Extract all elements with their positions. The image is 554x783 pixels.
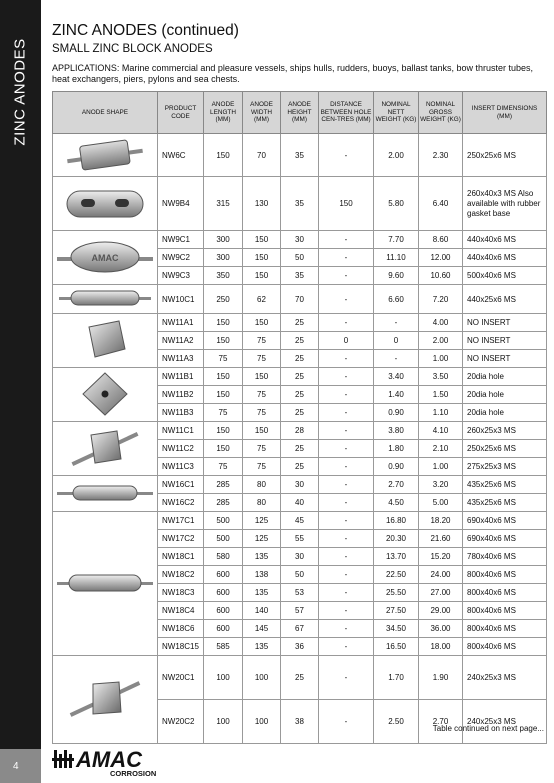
header-hole-distance: DISTANCE BETWEEN HOLE CEN-TRES (MM)	[319, 92, 374, 134]
cell-product-code: NW18C3	[158, 584, 204, 602]
cell-height: 28	[281, 422, 319, 440]
cell-width: 145	[243, 620, 281, 638]
cell-height: 25	[281, 350, 319, 368]
cell-height: 25	[281, 656, 319, 700]
anode-shape-cell	[53, 476, 158, 512]
cell-height: 57	[281, 602, 319, 620]
cell-gross-weight: 6.40	[419, 177, 463, 231]
table-row	[53, 231, 547, 249]
cell-insert: 20dia hole	[463, 404, 547, 422]
cell-nett-weight: 3.40	[374, 368, 419, 386]
cell-length: 500	[204, 512, 243, 530]
cell-product-code: NW9B4	[158, 177, 204, 231]
cell-width: 140	[243, 602, 281, 620]
page-subtitle: SMALL ZINC BLOCK ANODES	[52, 43, 213, 55]
cell-width: 130	[243, 177, 281, 231]
cell-width: 100	[243, 656, 281, 700]
cell-length: 600	[204, 566, 243, 584]
cell-insert: 20dia hole	[463, 386, 547, 404]
cell-length: 100	[204, 700, 243, 744]
square-holed-anode-icon	[77, 412, 133, 421]
cell-nett-weight: 16.50	[374, 638, 419, 656]
cell-width: 75	[243, 332, 281, 350]
cell-width: 80	[243, 476, 281, 494]
anode-shape-cell	[53, 512, 158, 656]
cell-gross-weight: 36.00	[419, 620, 463, 638]
cell-length: 580	[204, 548, 243, 566]
cell-gross-weight: 24.00	[419, 566, 463, 584]
cell-width: 150	[243, 368, 281, 386]
cell-nett-weight: -	[374, 314, 419, 332]
anode-shape-cell	[53, 285, 158, 314]
cell-product-code: NW18C6	[158, 620, 204, 638]
cell-length: 350	[204, 267, 243, 285]
cell-height: 50	[281, 566, 319, 584]
cell-hole-distance: -	[319, 548, 374, 566]
cell-height: 25	[281, 386, 319, 404]
cell-gross-weight: 1.00	[419, 350, 463, 368]
anode-table	[52, 91, 547, 744]
table-continued-note: Table continued on next page...	[432, 724, 544, 733]
cell-gross-weight: 1.50	[419, 386, 463, 404]
cell-product-code: NW11C3	[158, 458, 204, 476]
square-strap-anode-icon	[65, 466, 145, 475]
cell-gross-weight: 7.20	[419, 285, 463, 314]
cell-nett-weight: 9.60	[374, 267, 419, 285]
amac-logo-icon	[52, 742, 172, 778]
cell-hole-distance: -	[319, 512, 374, 530]
cell-hole-distance: -	[319, 267, 374, 285]
cell-hole-distance: -	[319, 386, 374, 404]
cell-gross-weight: 15.20	[419, 548, 463, 566]
square-stud-anode-icon	[63, 719, 147, 728]
cell-nett-weight: 3.80	[374, 422, 419, 440]
cell-nett-weight: 7.70	[374, 231, 419, 249]
cell-product-code: NW11C1	[158, 422, 204, 440]
sidebar-label: ZINC ANODES	[11, 38, 29, 146]
cell-insert: 250x25x6 MS	[463, 134, 547, 177]
anode-shape-cell	[53, 656, 158, 744]
cell-nett-weight: 34.50	[374, 620, 419, 638]
cell-height: 50	[281, 249, 319, 267]
cell-insert: 800x40x6 MS	[463, 584, 547, 602]
cell-insert: 800x40x6 MS	[463, 620, 547, 638]
cell-length: 150	[204, 134, 243, 177]
cell-product-code: NW18C15	[158, 638, 204, 656]
cell-gross-weight: 3.50	[419, 368, 463, 386]
cell-hole-distance: -	[319, 700, 374, 744]
page-number: 4	[13, 761, 19, 772]
cell-insert: 240x25x3 MS	[463, 656, 547, 700]
cell-width: 125	[243, 512, 281, 530]
cell-height: 36	[281, 638, 319, 656]
header-product-code: PRODUCT CODE	[158, 92, 204, 134]
rounded-bar-anode-icon	[55, 498, 155, 507]
oval-strap-anode-icon	[55, 252, 155, 281]
table-row	[53, 422, 547, 440]
cell-product-code: NW9C1	[158, 231, 204, 249]
cell-nett-weight: 1.70	[374, 656, 419, 700]
cell-insert: 435x25x6 MS	[463, 494, 547, 512]
cell-insert: 440x40x6 MS	[463, 249, 547, 267]
header-insert-dimensions: INSERT DIMENSIONS (MM)	[463, 92, 547, 134]
anode-shape-cell	[53, 134, 158, 177]
cell-hole-distance: -	[319, 314, 374, 332]
cell-height: 70	[281, 285, 319, 314]
cell-insert: NO INSERT	[463, 350, 547, 368]
page-title: ZINC ANODES (continued)	[52, 22, 239, 39]
cell-gross-weight: 2.10	[419, 440, 463, 458]
table-row	[53, 134, 547, 177]
cell-hole-distance: -	[319, 620, 374, 638]
cell-product-code: NW11B1	[158, 368, 204, 386]
anode-shape-cell	[53, 368, 158, 422]
cell-width: 70	[243, 134, 281, 177]
cell-product-code: NW20C2	[158, 700, 204, 744]
cell-height: 25	[281, 332, 319, 350]
cell-hole-distance: -	[319, 530, 374, 548]
cell-product-code: NW18C1	[158, 548, 204, 566]
cell-length: 150	[204, 440, 243, 458]
cell-width: 75	[243, 386, 281, 404]
cell-insert: 435x25x6 MS	[463, 476, 547, 494]
slim-bar-anode-icon	[55, 304, 155, 313]
header-anode-length: ANODE LENGTH (MM)	[204, 92, 243, 134]
cell-width: 75	[243, 440, 281, 458]
cell-hole-distance: -	[319, 285, 374, 314]
cell-width: 138	[243, 566, 281, 584]
table-row	[53, 285, 547, 314]
cell-insert: 260x40x3 MS Also available with rubber gasket base	[463, 177, 547, 231]
cell-product-code: NW9C3	[158, 267, 204, 285]
cell-length: 600	[204, 602, 243, 620]
long-bar-anode-icon	[55, 589, 155, 598]
cell-nett-weight: 6.60	[374, 285, 419, 314]
cell-length: 75	[204, 404, 243, 422]
cell-hole-distance: -	[319, 476, 374, 494]
cell-height: 25	[281, 458, 319, 476]
cell-insert: NO INSERT	[463, 332, 547, 350]
cell-gross-weight: 1.10	[419, 404, 463, 422]
cell-length: 100	[204, 656, 243, 700]
cell-product-code: NW16C1	[158, 476, 204, 494]
table-row	[53, 368, 547, 386]
cell-nett-weight: 0.90	[374, 458, 419, 476]
cell-length: 150	[204, 386, 243, 404]
cell-product-code: NW10C1	[158, 285, 204, 314]
cell-width: 125	[243, 530, 281, 548]
cell-length: 285	[204, 494, 243, 512]
rectangular-block-anode-icon	[57, 167, 153, 176]
amac-logo	[52, 742, 172, 778]
table-row	[53, 512, 547, 530]
cell-product-code: NW11B3	[158, 404, 204, 422]
cell-length: 250	[204, 285, 243, 314]
cell-height: 35	[281, 134, 319, 177]
cell-width: 100	[243, 700, 281, 744]
cell-insert: 800x40x6 MS	[463, 566, 547, 584]
cell-product-code: NW9C2	[158, 249, 204, 267]
cell-width: 135	[243, 638, 281, 656]
cell-length: 600	[204, 620, 243, 638]
cell-nett-weight: 2.00	[374, 134, 419, 177]
anode-shape-cell	[53, 314, 158, 368]
applications-text: APPLICATIONS: Marine commercial and pleasure vessels, ships hulls, rudders, buoys, ballast tanks, bow thruster tubes, heat exchangers, piers, pylons and sea chests.	[52, 63, 534, 84]
cell-width: 150	[243, 267, 281, 285]
cell-nett-weight: 11.10	[374, 249, 419, 267]
cell-nett-weight: 27.50	[374, 602, 419, 620]
cell-insert: 275x25x3 MS	[463, 458, 547, 476]
cell-nett-weight: 0.90	[374, 404, 419, 422]
cell-product-code: NW6C	[158, 134, 204, 177]
cell-length: 285	[204, 476, 243, 494]
cell-hole-distance: -	[319, 602, 374, 620]
cell-height: 55	[281, 530, 319, 548]
cell-length: 75	[204, 458, 243, 476]
cell-insert: 780x40x6 MS	[463, 548, 547, 566]
cell-product-code: NW18C4	[158, 602, 204, 620]
cell-hole-distance: -	[319, 440, 374, 458]
cell-product-code: NW16C2	[158, 494, 204, 512]
header-gross-weight: NOMINAL GROSS WEIGHT (KG)	[419, 92, 463, 134]
cell-height: 53	[281, 584, 319, 602]
cell-height: 25	[281, 368, 319, 386]
svg-text:AMAC: AMAC	[76, 747, 142, 772]
cell-length: 150	[204, 332, 243, 350]
cell-height: 25	[281, 440, 319, 458]
cell-length: 150	[204, 422, 243, 440]
cell-width: 75	[243, 404, 281, 422]
cell-height: 30	[281, 548, 319, 566]
cell-hole-distance: -	[319, 249, 374, 267]
cell-height: 25	[281, 404, 319, 422]
cell-product-code: NW11A2	[158, 332, 204, 350]
square-block-anode-icon	[75, 358, 135, 367]
cell-width: 150	[243, 231, 281, 249]
cell-nett-weight: 1.80	[374, 440, 419, 458]
cell-product-code: NW17C2	[158, 530, 204, 548]
cell-width: 150	[243, 249, 281, 267]
cell-product-code: NW11A1	[158, 314, 204, 332]
cell-gross-weight: 10.60	[419, 267, 463, 285]
cell-gross-weight: 27.00	[419, 584, 463, 602]
cell-product-code: NW18C2	[158, 566, 204, 584]
cell-width: 150	[243, 422, 281, 440]
cell-gross-weight: 21.60	[419, 530, 463, 548]
cell-gross-weight: 18.20	[419, 512, 463, 530]
cell-length: 500	[204, 530, 243, 548]
cell-hole-distance: 0	[319, 332, 374, 350]
cell-height: 30	[281, 476, 319, 494]
cell-gross-weight: 8.60	[419, 231, 463, 249]
cell-insert: NO INSERT	[463, 314, 547, 332]
cell-nett-weight: 0	[374, 332, 419, 350]
cell-height: 35	[281, 267, 319, 285]
cell-gross-weight: 5.00	[419, 494, 463, 512]
cell-nett-weight: 20.30	[374, 530, 419, 548]
cell-nett-weight: 16.80	[374, 512, 419, 530]
cell-gross-weight: 2.00	[419, 332, 463, 350]
cell-gross-weight: 2.30	[419, 134, 463, 177]
page-number-box	[0, 749, 41, 783]
cell-nett-weight: 22.50	[374, 566, 419, 584]
table-row	[53, 476, 547, 494]
table-row	[53, 314, 547, 332]
cell-length: 300	[204, 231, 243, 249]
cell-product-code: NW11B2	[158, 386, 204, 404]
cell-product-code: NW20C1	[158, 656, 204, 700]
cell-insert: 800x40x6 MS	[463, 602, 547, 620]
cell-hole-distance: -	[319, 231, 374, 249]
cell-insert: 500x40x6 MS	[463, 267, 547, 285]
cell-width: 75	[243, 350, 281, 368]
cell-hole-distance: -	[319, 404, 374, 422]
anode-shape-cell	[53, 177, 158, 231]
cell-insert: 800x40x6 MS	[463, 638, 547, 656]
table-row	[53, 177, 547, 231]
cell-gross-weight: 2.70	[419, 700, 463, 744]
cell-length: 300	[204, 249, 243, 267]
cell-width: 75	[243, 458, 281, 476]
header-nett-weight: NOMINAL NETT WEIGHT (KG)	[374, 92, 419, 134]
cell-hole-distance: -	[319, 566, 374, 584]
cell-height: 35	[281, 177, 319, 231]
table-row	[53, 656, 547, 700]
cell-nett-weight: 25.50	[374, 584, 419, 602]
cell-width: 80	[243, 494, 281, 512]
cell-nett-weight: 4.50	[374, 494, 419, 512]
cell-product-code: NW11C2	[158, 440, 204, 458]
cell-nett-weight: 2.50	[374, 700, 419, 744]
cell-hole-distance: -	[319, 134, 374, 177]
cell-hole-distance: -	[319, 422, 374, 440]
cell-width: 62	[243, 285, 281, 314]
cell-hole-distance: -	[319, 368, 374, 386]
cell-nett-weight: 5.80	[374, 177, 419, 231]
cell-width: 135	[243, 548, 281, 566]
header-anode-shape: ANODE SHAPE	[53, 92, 158, 134]
cell-gross-weight: 3.20	[419, 476, 463, 494]
cell-hole-distance: 150	[319, 177, 374, 231]
cell-hole-distance: -	[319, 458, 374, 476]
cell-insert: 690x40x6 MS	[463, 530, 547, 548]
cell-gross-weight: 29.00	[419, 602, 463, 620]
header-anode-width: ANODE WIDTH (MM)	[243, 92, 281, 134]
cell-product-code: NW17C1	[158, 512, 204, 530]
cell-insert: 690x40x6 MS	[463, 512, 547, 530]
cell-width: 135	[243, 584, 281, 602]
cell-gross-weight: 1.00	[419, 458, 463, 476]
cell-insert: 440x40x6 MS	[463, 231, 547, 249]
cell-insert: 20dia hole	[463, 368, 547, 386]
sidebar	[0, 0, 41, 783]
table-header-row	[53, 92, 547, 134]
cell-width: 150	[243, 314, 281, 332]
cell-hole-distance: -	[319, 584, 374, 602]
cell-height: 38	[281, 700, 319, 744]
svg-text:CORROSION: CORROSION	[110, 769, 157, 778]
cell-hole-distance: -	[319, 350, 374, 368]
cell-hole-distance: -	[319, 494, 374, 512]
cell-insert: 250x25x6 MS	[463, 440, 547, 458]
cell-nett-weight: -	[374, 350, 419, 368]
cell-nett-weight: 1.40	[374, 386, 419, 404]
cell-hole-distance: -	[319, 638, 374, 656]
cell-gross-weight: 12.00	[419, 249, 463, 267]
header-anode-height: ANODE HEIGHT (MM)	[281, 92, 319, 134]
cell-gross-weight: 1.90	[419, 656, 463, 700]
cell-height: 30	[281, 231, 319, 249]
cell-nett-weight: 13.70	[374, 548, 419, 566]
cell-gross-weight: 18.00	[419, 638, 463, 656]
cell-nett-weight: 2.70	[374, 476, 419, 494]
cell-length: 150	[204, 314, 243, 332]
cell-length: 600	[204, 584, 243, 602]
cell-height: 45	[281, 512, 319, 530]
cell-height: 67	[281, 620, 319, 638]
cell-length: 75	[204, 350, 243, 368]
cell-length: 315	[204, 177, 243, 231]
cell-length: 585	[204, 638, 243, 656]
cell-gross-weight: 4.00	[419, 314, 463, 332]
anode-shape-cell	[53, 422, 158, 476]
svg-text:AMAC: AMAC	[91, 252, 119, 263]
cell-height: 40	[281, 494, 319, 512]
cell-product-code: NW11A3	[158, 350, 204, 368]
cell-insert: 440x25x6 MS	[463, 285, 547, 314]
anode-shape-cell	[53, 231, 158, 285]
cell-height: 25	[281, 314, 319, 332]
oval-slotted-anode-icon	[57, 218, 153, 227]
cell-insert: 240x25x3 MS	[463, 700, 547, 744]
cell-hole-distance: -	[319, 656, 374, 700]
cell-gross-weight: 4.10	[419, 422, 463, 440]
cell-length: 150	[204, 368, 243, 386]
cell-insert: 260x25x3 MS	[463, 422, 547, 440]
